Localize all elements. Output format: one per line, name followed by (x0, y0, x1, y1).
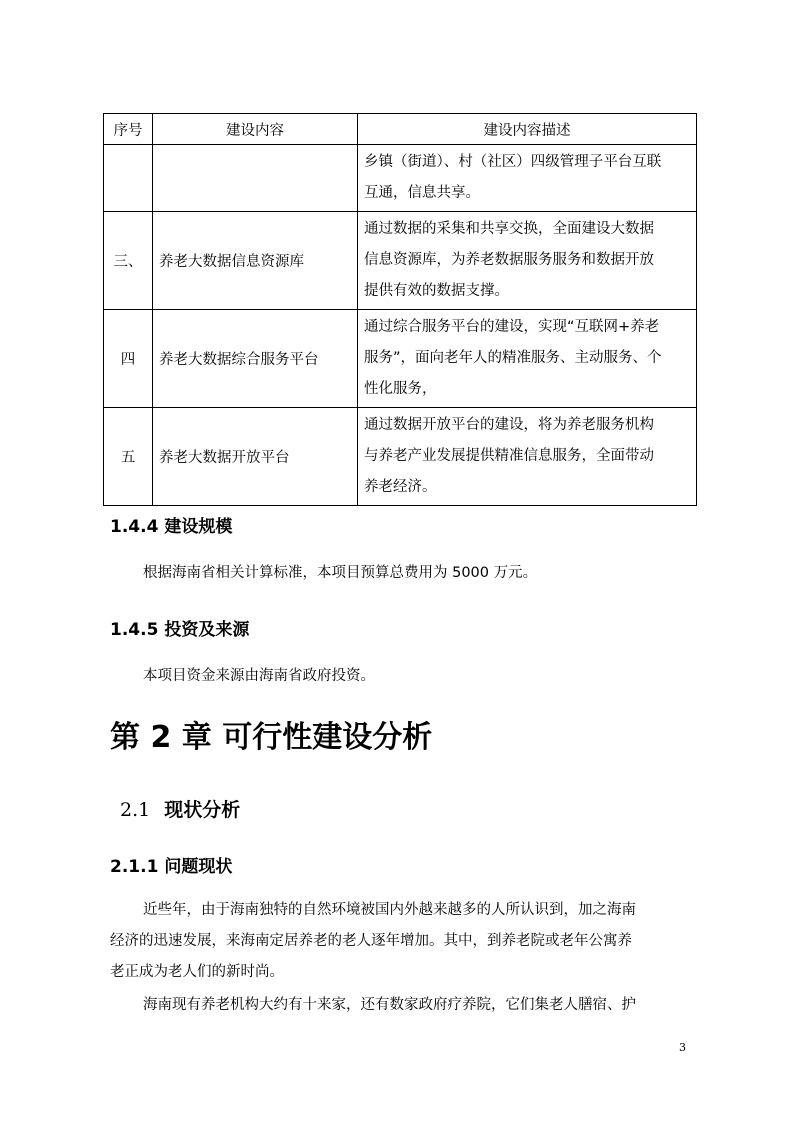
paragraph-line: 老正成为老人们的新时尚。 (110, 964, 284, 980)
section-heading-2-1 (120, 795, 240, 822)
section-title: 现状分析 (164, 799, 241, 821)
desc-line: 通过综合服务平台的建设，实现“互联网+养老 (364, 319, 660, 335)
table-row (104, 408, 697, 506)
construction-content-table (103, 113, 697, 506)
row-description (358, 212, 697, 310)
chapter-title: 第 2 章 可行性建设分析 (110, 720, 433, 755)
desc-line: 信息资源库，为养老数据服务服务和数据开放 (364, 252, 654, 268)
paragraph-line: 经济的迅速发展，来海南定居养老的老人逐年增加。其中，到养老院或老年公寓养 (110, 933, 632, 949)
row-no: 五 (104, 408, 153, 506)
header-description: 建设内容描述 (358, 114, 697, 145)
row-name: 养老大数据信息资源库 (153, 212, 358, 310)
desc-line: 提供有效的数据支撑。 (364, 283, 509, 299)
table-row (104, 145, 697, 212)
page-number: 3 (679, 1041, 686, 1054)
header-no: 序号 (104, 114, 153, 145)
row-no (104, 145, 153, 212)
paragraph-construction-scale: 根据海南省相关计算标准，本项目预算总费用为 5000 万元。 (143, 565, 538, 581)
row-name: 养老大数据综合服务平台 (153, 310, 358, 408)
table-header-row (104, 114, 697, 145)
desc-line: 互通，信息共享。 (364, 185, 480, 201)
heading-1-4-5: 1.4.5 投资及来源 (110, 620, 250, 640)
paragraph-line: 近些年，由于海南独特的自然环境被国内外越来越多的人所认识到，加之海南 (143, 902, 636, 918)
desc-line: 通过数据开放平台的建设，将为养老服务机构 (364, 417, 654, 433)
paragraph-institutions: 海南现有养老机构大约有十来家，还有数家政府疗养院，它们集老人膳宿、护 (143, 997, 636, 1013)
desc-line: 通过数据的采集和共享交换，全面建设大数据 (364, 221, 654, 237)
row-description (358, 310, 697, 408)
heading-1-4-4: 1.4.4 建设规模 (110, 517, 233, 537)
row-description (358, 145, 697, 212)
header-content: 建设内容 (153, 114, 358, 145)
table-row (104, 212, 697, 310)
paragraph-problem-status (110, 895, 698, 988)
row-description (358, 408, 697, 506)
paragraph-investment-source: 本项目资金来源由海南省政府投资。 (143, 668, 375, 684)
heading-2-1-1: 2.1.1 问题现状 (110, 857, 233, 877)
table-row (104, 310, 697, 408)
desc-line: 性化服务， (364, 381, 437, 397)
row-name: 养老大数据开放平台 (153, 408, 358, 506)
row-name (153, 145, 358, 212)
desc-line: 与养老产业发展提供精准信息服务，全面带动 (364, 448, 654, 464)
section-number: 2.1 (120, 799, 151, 821)
desc-line: 乡镇（街道）、村（社区）四级管理子平台互联 (364, 154, 662, 170)
row-no: 三、 (104, 212, 153, 310)
row-no: 四 (104, 310, 153, 408)
desc-line: 服务”，面向老年人的精准服务、主动服务、个 (364, 350, 662, 366)
desc-line: 养老经济。 (364, 479, 437, 495)
